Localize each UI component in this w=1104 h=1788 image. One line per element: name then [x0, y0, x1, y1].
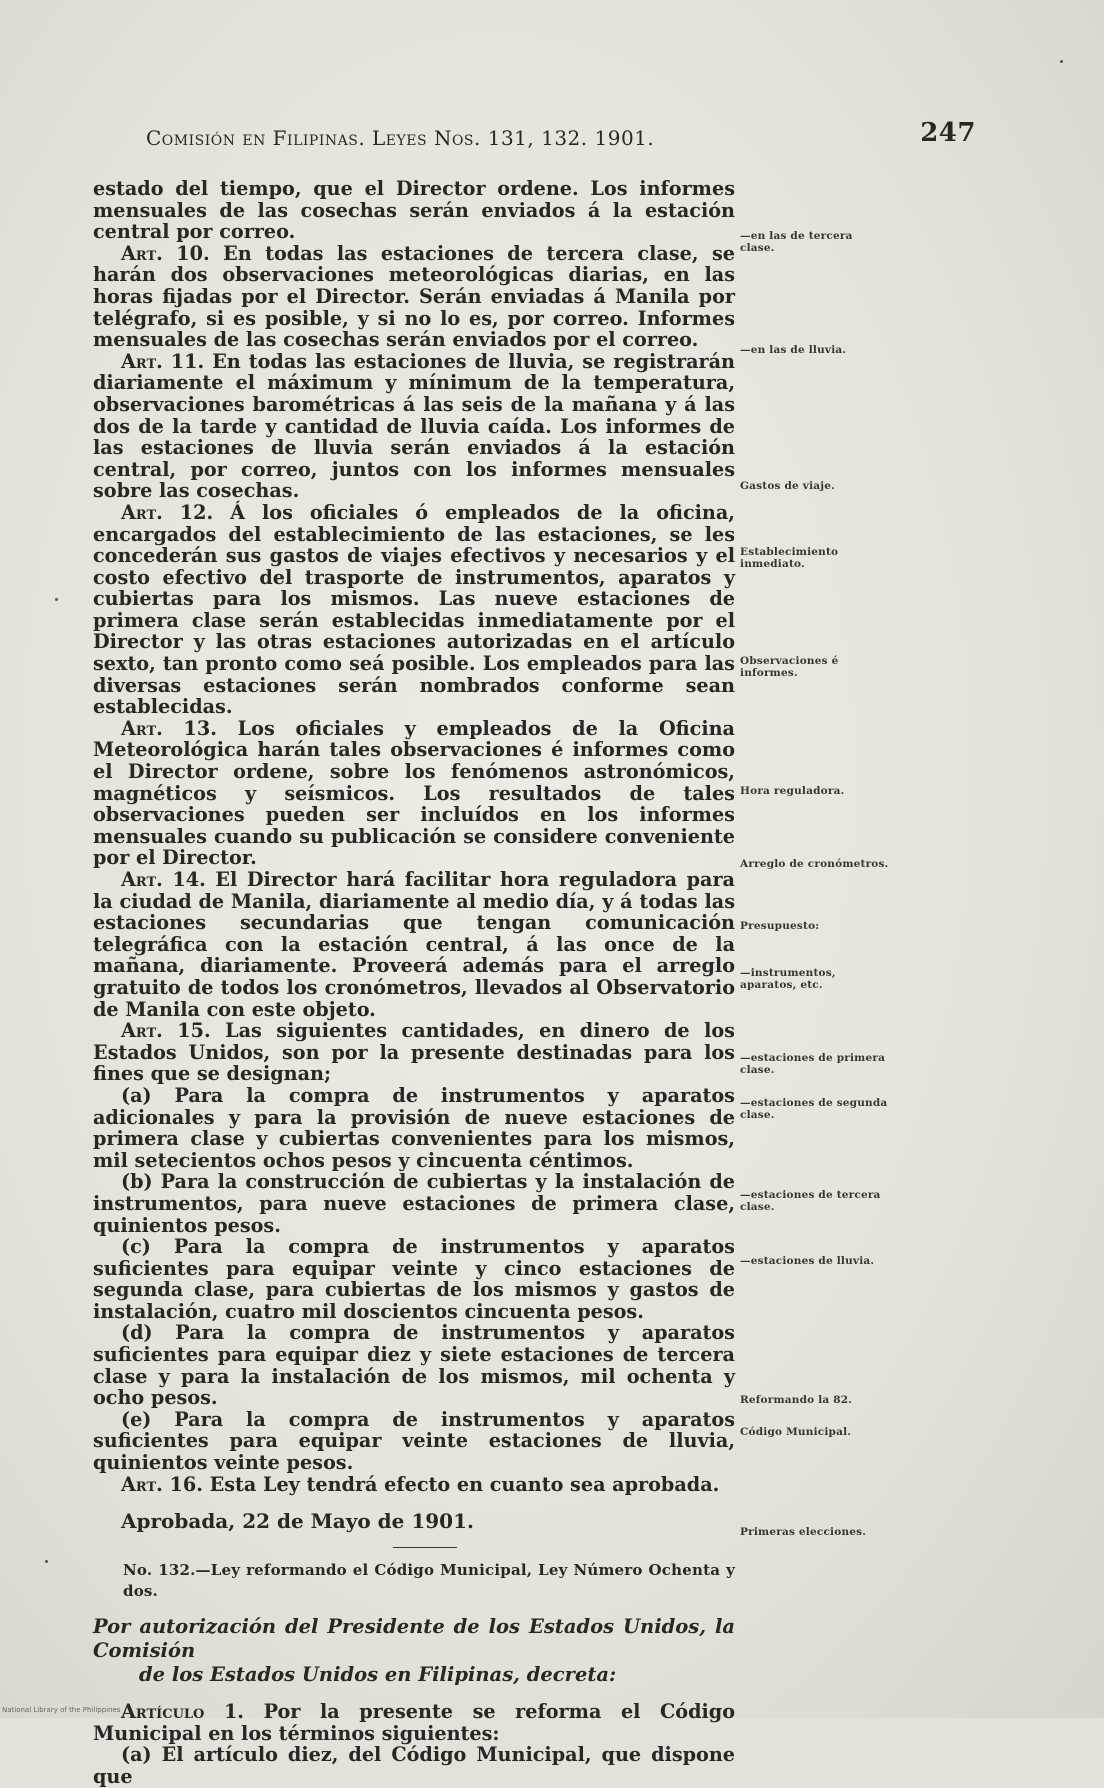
- running-title: Comisión en Filipinas. Leyes Nos. 131, 132. 1901.: [146, 126, 655, 150]
- article-heading: Art. 12.: [121, 500, 214, 524]
- margin-note: Observaciones é informes.: [740, 655, 839, 679]
- article-heading: Art. 14.: [121, 868, 206, 891]
- margin-note: Arreglo de cronómetros.: [740, 858, 889, 870]
- margin-note: Reformando la 82.: [740, 1394, 853, 1406]
- article-text: Las siguientes cantidades, en dinero de los Estados Unidos, son por la presente destinadas para los fines que se designan;: [93, 1019, 735, 1086]
- margin-note: Hora reguladora.: [740, 785, 845, 797]
- article-text: Esta Ley tendrá efecto en cuanto sea aprobada.: [209, 1472, 720, 1496]
- article-16: [93, 1474, 735, 1496]
- margin-note: Presupuesto:: [740, 920, 820, 932]
- article-text: En todas las estaciones de lluvia, se registrarán diariamente el máximum y mínimum de la temperatura, observaciones barométricas á las seis de la mañana y á las dos de la tarde y cantidad de lluvia caída. Los informes de las estaciones de lluvia serán enviados á la estación central, por correo, juntos con los informes mensuales sobre las cosechas.: [93, 349, 735, 503]
- approval-date: Aprobada, 22 de Mayo de 1901.: [121, 1509, 474, 1534]
- article-14: [93, 869, 735, 1020]
- enacting-line-1: Por autorización del Presidente de los Estados Unidos, la Comisión: [93, 1615, 735, 1662]
- article-text: Los oficiales y empleados de la Oficina Meteorológica harán tales observaciones é informes como el Director ordene, sobre los fenómenos astronómicos, magnéticos y seísmicos. Los resultados de tales observaciones pueden ser incluídos en los informes mensuales cuando su publicación se considere conveniente por el Director.: [93, 716, 735, 870]
- article-text: Por la presente se reforma el Código Municipal en los términos siguientes:: [93, 1700, 736, 1745]
- article-10: [93, 243, 735, 351]
- article-11: [93, 351, 735, 502]
- margin-note: Establecimiento inmediato.: [740, 546, 839, 570]
- article-text: En todas las estaciones de tercera clase, se harán dos observaciones meteorológicas diarias, en las horas fijadas por el Director. Serán enviadas á Manila por telégrafo, si es posible, y si no lo es, por correo. Informes mensuales de las cosechas serán enviados por el correo.: [93, 241, 735, 352]
- margin-note: —en las de lluvia.: [740, 344, 847, 356]
- article-15: [93, 1020, 735, 1085]
- enacting-clause: [93, 1615, 735, 1687]
- page-header: [146, 118, 976, 158]
- article-text: El Director hará facilitar hora reguladora para la ciudad de Manila, diariamente al medio día, y á todas las estaciones secundarias que tengan comunicación telegráfica con la estación central, á las once de la mañana, diariamente. Proveerá además para el arreglo gratuito de todos los cronómetros, llevados al Observatorio de Manila con este objeto.: [93, 868, 735, 1021]
- margin-note: Código Municipal.: [740, 1426, 852, 1438]
- margin-note: Primeras elecciones.: [740, 1526, 867, 1538]
- margin-note: —en las de tercera clase.: [740, 230, 853, 254]
- print-speck: [45, 1560, 48, 1563]
- article-heading: Artículo 1.: [121, 1700, 244, 1723]
- article-1-clause-a: (a) El artículo diez, del Código Municipal, que dispone que: [93, 1743, 735, 1788]
- clause-d: (d) Para la compra de instrumentos y aparatos suficientes para equipar diez y siete estaciones de tercera clase y para la instalación de los mismos, mil ochenta y ocho pesos.: [93, 1321, 735, 1410]
- margin-note: —estaciones de segunda clase.: [740, 1097, 888, 1121]
- article-text: Á los oficiales ó empleados de la oficina, encargados del establecimiento de las estaciones, se les concederán sus gastos de viajes efectivos y necesarios y el costo efectivo del trasporte de instrumentos, aparatos y cubiertas para los mismos. Las nueve estaciones de primera clase serán establecidas inmediatamente por el Director y las otras estaciones autorizadas en el artículo sexto, tan pronto como seá posible. Los empleados para las diversas estaciones serán nombrados conforme sean establecidas.: [93, 500, 735, 719]
- enacting-line-2: de los Estados Unidos en Filipinas, decreta:: [139, 1663, 617, 1686]
- law-title: No. 132.—Ley reformando el Código Municipal, Ley Número Ochenta y dos.: [123, 1560, 735, 1601]
- article-heading: Art. 13.: [121, 716, 217, 740]
- clause-b: (b) Para la construcción de cubiertas y la instalación de instrumentos, para nueve estaciones de primera clase, quinientos pesos.: [93, 1170, 735, 1237]
- margin-note: —instrumentos, aparatos, etc.: [740, 967, 836, 991]
- footer-credit: National Library of the Philippines: [2, 1706, 121, 1714]
- margin-note: —estaciones de lluvia.: [740, 1255, 875, 1267]
- margin-note: —estaciones de primera clase.: [740, 1052, 886, 1076]
- article-heading: Art. 15.: [121, 1019, 211, 1043]
- print-speck: [55, 598, 58, 601]
- article-heading: Art. 10.: [121, 241, 210, 265]
- article-1: [93, 1701, 735, 1744]
- paragraph: estado del tiempo, que el Director ordene. Los informes mensuales de las cosechas serán enviados á la estación central por correo.: [93, 177, 735, 244]
- article-heading: Art. 11.: [121, 349, 205, 373]
- article-13: [93, 718, 735, 869]
- clause-c: (c) Para la compra de instrumentos y aparatos suficientes para equipar veinte y cinco estaciones de segunda clase, para cubiertas de los mismos y gastos de instalación, cuatro mil doscientos cincuenta pesos.: [93, 1235, 735, 1323]
- article-12: [93, 502, 735, 718]
- main-text: [93, 178, 735, 1787]
- margin-note: Gastos de viaje.: [740, 480, 836, 492]
- margin-note: —estaciones de tercera clase.: [740, 1189, 881, 1213]
- article-heading: Art. 16.: [121, 1472, 203, 1496]
- print-speck: [1060, 60, 1063, 63]
- page-number: 247: [920, 118, 976, 148]
- section-divider: [393, 1547, 457, 1548]
- clause-a: (a) Para la compra de instrumentos y aparatos adicionales y para la provisión de nueve estaciones de primera clase y cubiertas convenientes para los mismos, mil setecientos ochos pesos y cincuenta céntimos.: [93, 1083, 735, 1172]
- clause-e: (e) Para la compra de instrumentos y aparatos suficientes para equipar veinte estaciones de lluvia, quinientos veinte pesos.: [93, 1407, 735, 1475]
